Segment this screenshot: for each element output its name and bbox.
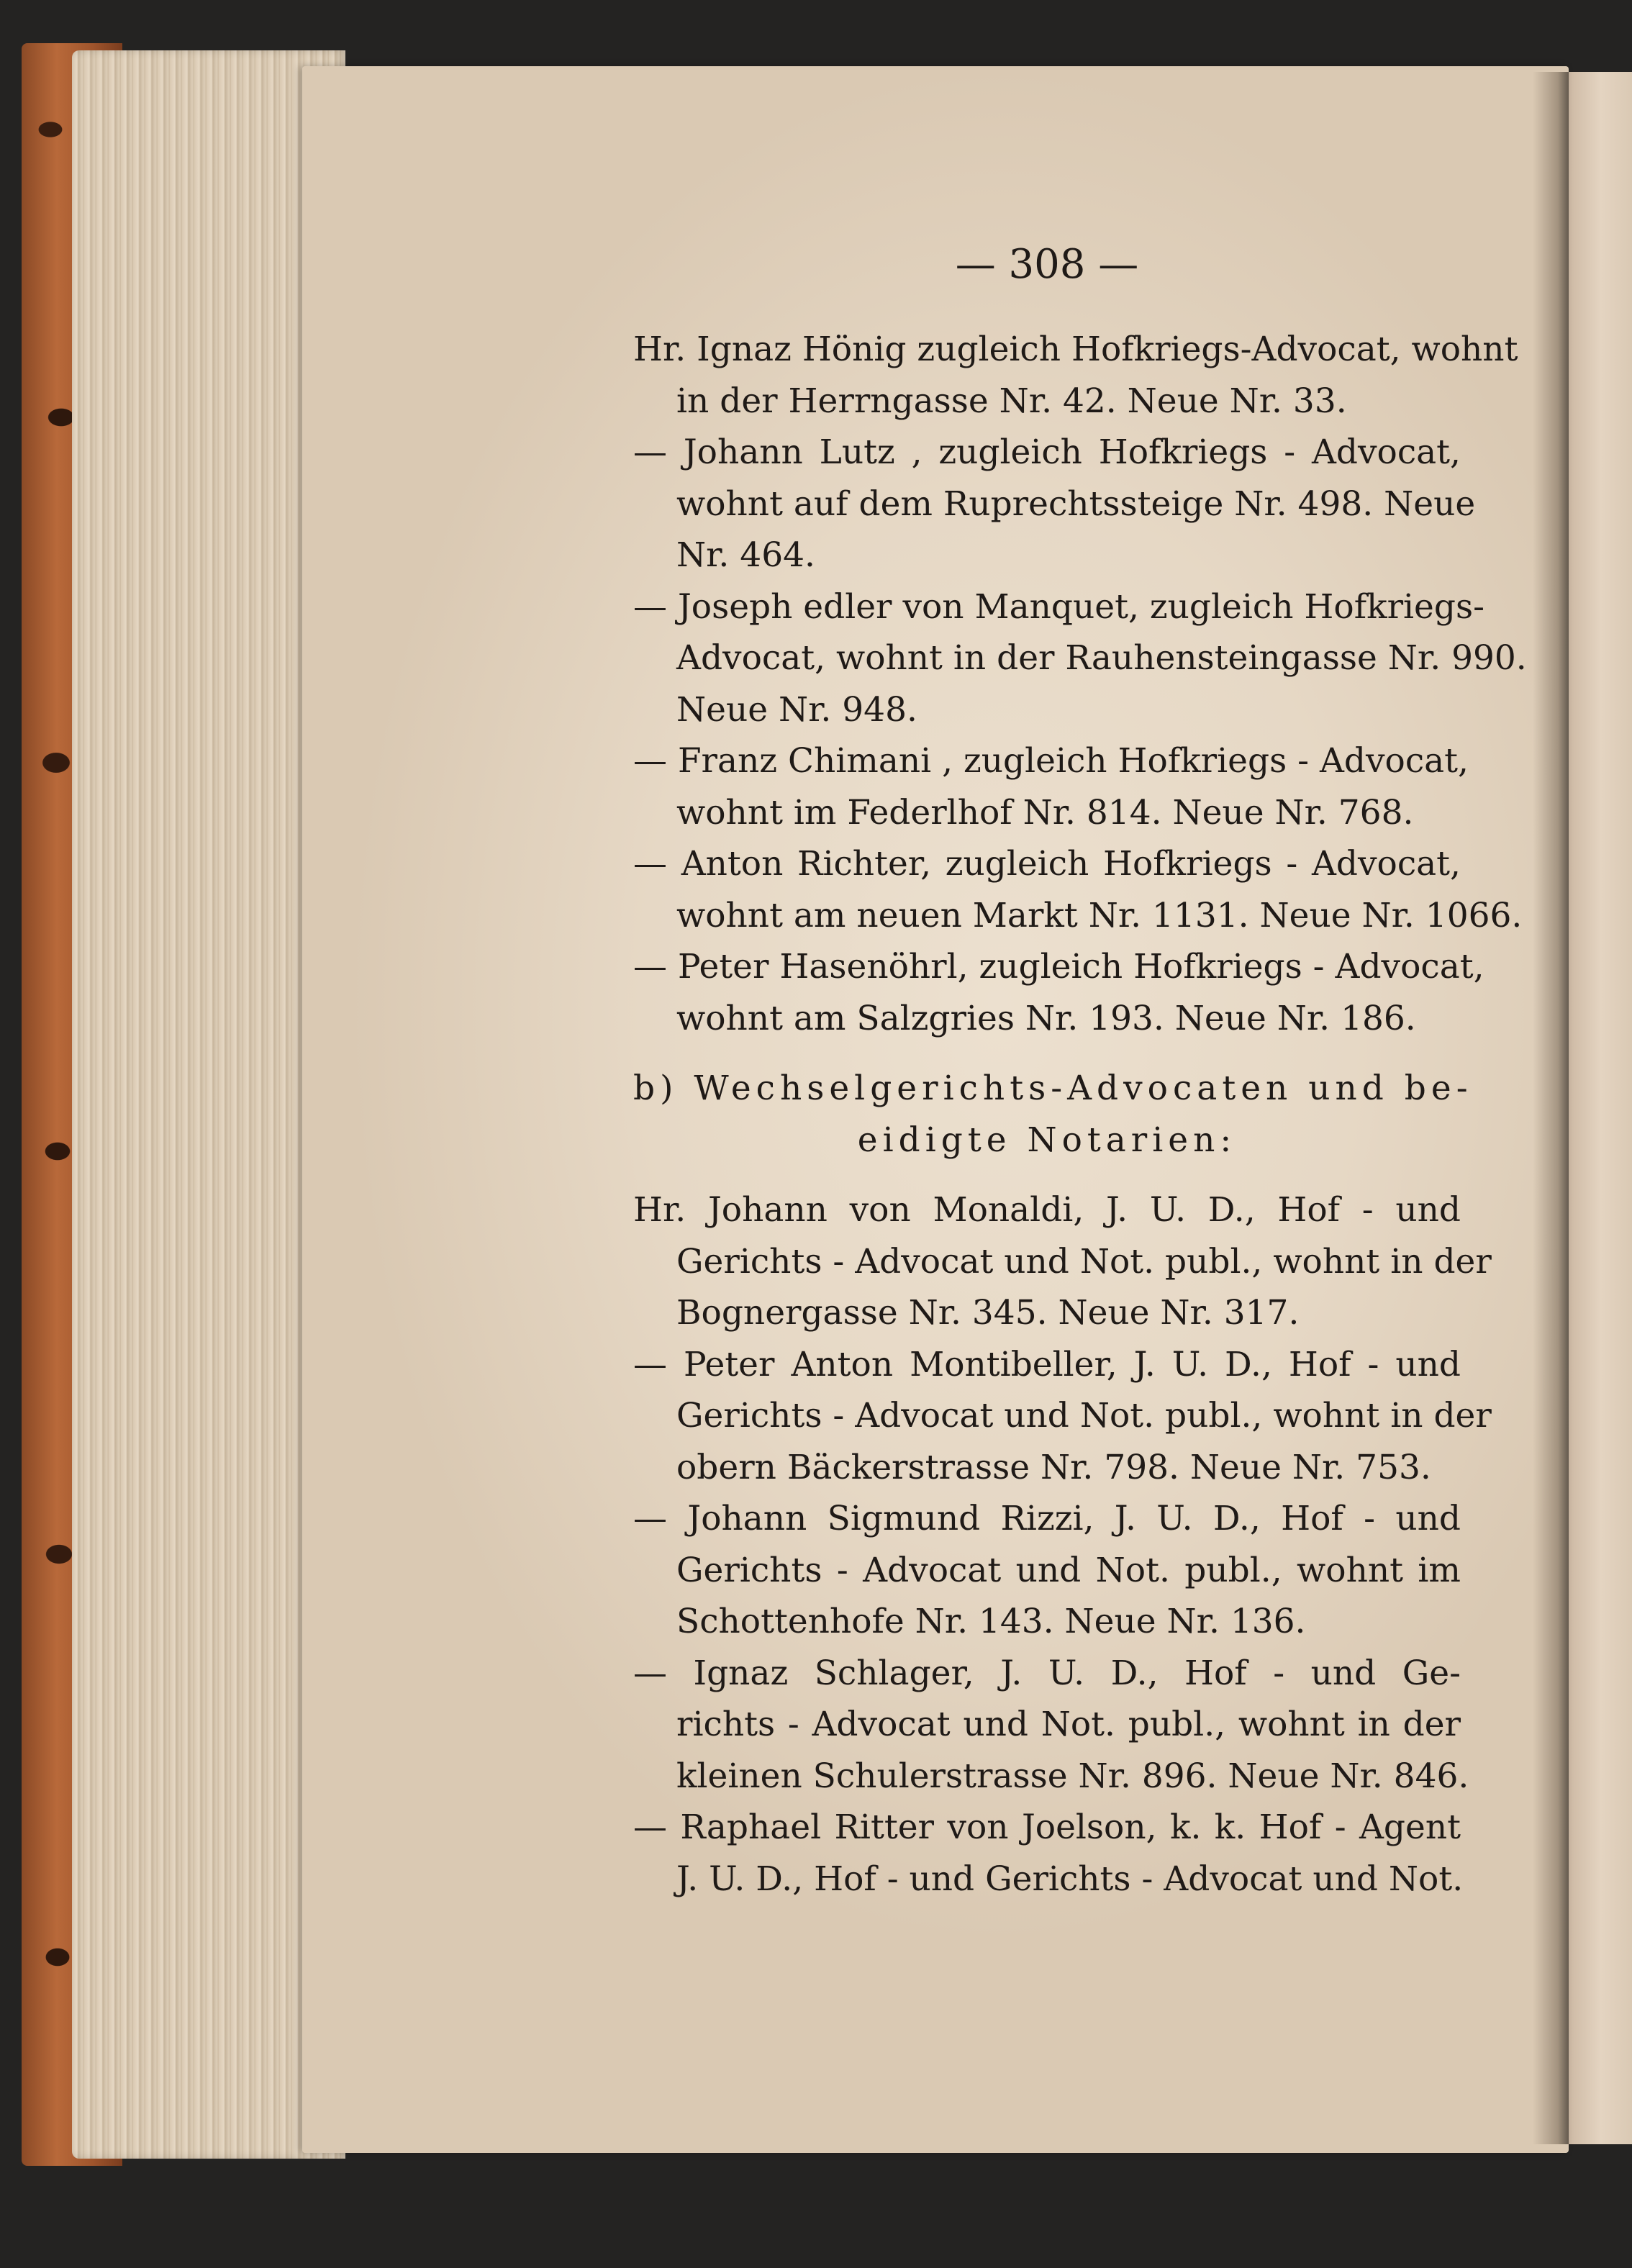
entry (633, 1802, 1464, 1905)
entry-line: Hr. Johann von Monaldi, J. U. D., Hof - und (633, 1190, 1461, 1230)
entry-line: in der Herrngasse Nr. 42. Neue Nr. 33. (676, 381, 1347, 421)
page-text (633, 324, 1527, 1905)
entry-line: kleinen Schulerstrasse Nr. 896. Neue Nr. 846. (676, 1756, 1469, 1796)
entry-line: Nr. 464. (676, 535, 815, 575)
entry-line: J. U. D., Hof - und Gerichts - Advocat und Not. (676, 1859, 1464, 1899)
entry-line: — Raphael Ritter von Joelson, k. k. Hof - Agent (633, 1807, 1461, 1847)
entry (633, 1493, 1461, 1648)
entry-line: — Johann Sigmund Rizzi, J. U. D., Hof - und (633, 1499, 1461, 1538)
entry-line: Hr. Ignaz Hönig zugleich Hofkriegs-Advocat, wohnt (633, 330, 1518, 369)
entry-line: Schottenhofe Nr. 143. Neue Nr. 136. (676, 1602, 1306, 1641)
entry-line: wohnt am neuen Markt Nr. 1131. Neue Nr. 1066. (676, 895, 1523, 935)
entry-line: — Peter Hasenöhrl, zugleich Hofkriegs - Advocat, (633, 947, 1484, 986)
section-heading (633, 1063, 1473, 1166)
entry-line: Gerichts - Advocat und Not. publ., wohnt in der (676, 1241, 1492, 1282)
heading-line: eidigte Notarien: (857, 1120, 1237, 1160)
entry-line: wohnt im Federlhof Nr. 814. Neue Nr. 768. (676, 792, 1414, 833)
entry-line: — Joseph edler von Manquet, zugleich Hofkriegs- (633, 586, 1484, 627)
entry (633, 427, 1476, 581)
entry-line: — Franz Chimani , zugleich Hofkriegs - Advocat, (633, 741, 1469, 781)
entry-line: — Peter Anton Montibeller, J. U. D., Hof - und (633, 1344, 1461, 1384)
entry-line: Gerichts - Advocat und Not. publ., wohnt im (676, 1550, 1461, 1590)
entry-line: — Anton Richter, zugleich Hofkriegs - Advocat, (633, 844, 1461, 884)
heading-line: b) Wechselgerichts-Advocaten und be- (633, 1069, 1473, 1108)
entry (633, 838, 1523, 941)
page-number: — 308 — (955, 241, 1139, 288)
entry-line: — Ignaz Schlager, J. U. D., Hof - und Ge- (633, 1653, 1461, 1693)
entry-line: Bognergasse Nr. 345. Neue Nr. 317. (676, 1293, 1300, 1333)
entry-line: Advocat, wohnt in der Rauhensteingasse Nr. 990. (676, 638, 1527, 678)
entry-line: Gerichts - Advocat und Not. publ., wohnt in der (676, 1396, 1492, 1435)
entry (633, 1339, 1492, 1494)
entry-line: wohnt auf dem Ruprechtssteige Nr. 498. Neue (676, 484, 1476, 524)
entry (633, 1648, 1469, 1802)
page-gutter (1533, 72, 1569, 2144)
section-gap (633, 1044, 1461, 1063)
entry-line: wohnt am Salzgries Nr. 193. Neue Nr. 186. (676, 998, 1416, 1038)
entry (633, 324, 1518, 427)
entry-line: obern Bäckerstrasse Nr. 798. Neue Nr. 753. (676, 1447, 1431, 1487)
entry (633, 735, 1469, 838)
entry-line: — Johann Lutz , zugleich Hofkriegs - Advocat, (633, 432, 1461, 472)
entry (633, 941, 1484, 1044)
entry (633, 1184, 1492, 1339)
entry (633, 581, 1527, 736)
entry-line: Neue Nr. 948. (676, 689, 917, 730)
section-gap (633, 1166, 1461, 1184)
entry-line: richts - Advocat und Not. publ., wohnt in der (676, 1705, 1461, 1744)
